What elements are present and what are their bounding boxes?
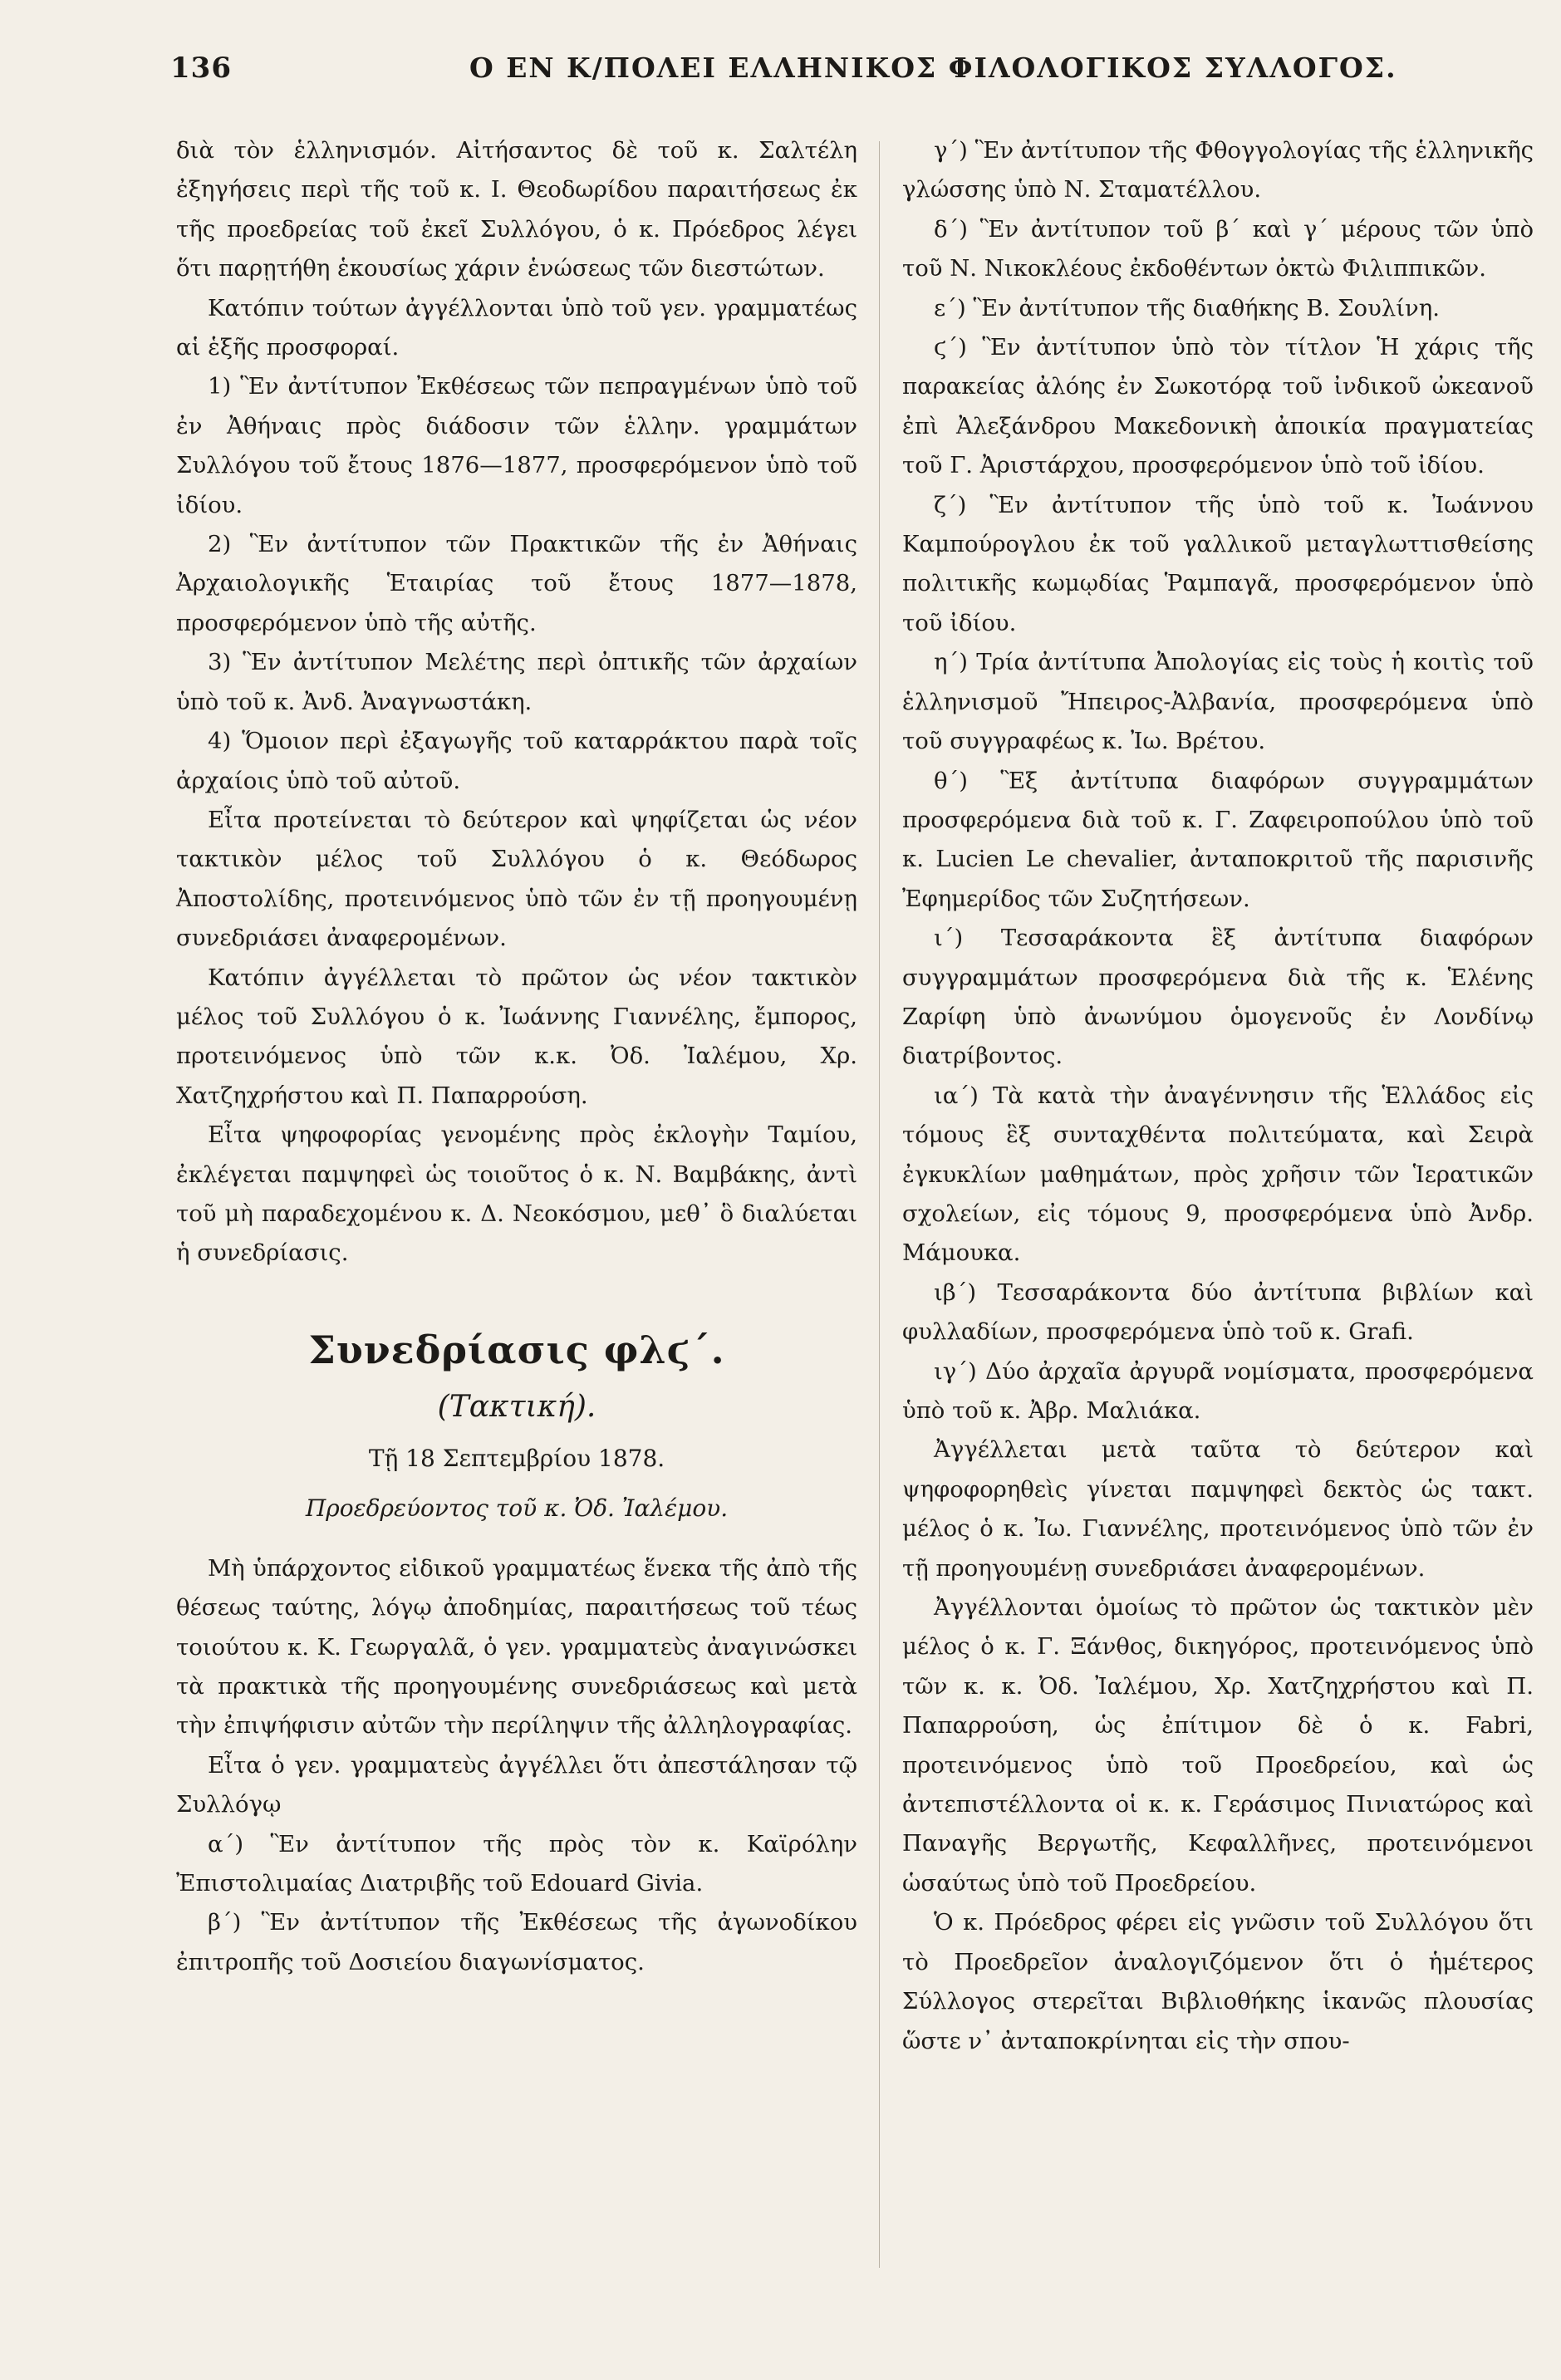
running-title: Ο ΕΝ Κ/ΠΟΛΕΙ ΕΛΛΗΝΙΚΟΣ ΦΙΛΟΛΟΓΙΚΟΣ ΣΥΛΛΟΓΟΣ. bbox=[469, 52, 1397, 84]
list-item: θ΄) Ἓξ ἀντίτυπα διαφόρων συγγραμμάτων προσφερόμενα διὰ τοῦ κ. Γ. Ζαφειροπούλου ὑπὸ τοῦ κ. Lucien Le chevalier, ἀνταποκριτοῦ τῆς παρισινῆς Ἐφημερίδος τῶν Συζητήσεων. bbox=[902, 767, 1534, 912]
session-date: Τῇ 18 Σεπτεμβρίου 1878. bbox=[368, 1444, 665, 1472]
list-item: ι΄) Τεσσαράκοντα ἓξ ἀντίτυπα διαφόρων συγγραμμάτων προσφερόμενα διὰ τῆς κ. Ἑλένης Ζαρίφη ὑπὸ ἀνωνύμου ὁμογενοῦς ἐν Λονδίνῳ διατρίβοντος. bbox=[902, 925, 1534, 1070]
list-item: η΄) Τρία ἀντίτυπα Ἀπολογίας εἰς τοὺς ἡ κοιτὶς τοῦ ἑλληνισμοῦ Ἤπειρος-Ἀλβανία, προσφερόμενα ὑπὸ τοῦ συγγραφέως κ. Ἰω. Βρέτου. bbox=[902, 649, 1534, 755]
paragraph: Εἶτα προτείνεται τὸ δεύτερον καὶ ψηφίζεται ὡς νέον τακτικὸν μέλος τοῦ Συλλόγου ὁ κ. Θεόδωρος Ἀποστολίδης, προτεινόμενος ὑπὸ τῶν ἐν τῇ προηγουμένῃ συνεδριάσει ἀναφερομένων. bbox=[176, 806, 857, 952]
paragraph: Ἀγγέλλεται μετὰ ταῦτα τὸ δεύτερον καὶ ψηφοφορηθεὶς γίνεται παμψηφεὶ δεκτὸς ὡς τακτ. μέλος ὁ κ. Ἰω. Γιαννέλης, προτεινόμενος ὑπὸ τῶν ἐν τῇ προηγουμένῃ συνεδριάσει ἀναφερομένων. bbox=[902, 1436, 1534, 1582]
page-header bbox=[170, 52, 1397, 98]
right-column bbox=[902, 131, 1534, 2061]
presiding-line: Προεδρεύοντος τοῦ κ. Ὀδ. Ἰαλέμου. bbox=[305, 1494, 729, 1522]
list-item: ζ΄) Ἓν ἀντίτυπον τῆς ὑπὸ τοῦ κ. Ἰωάννου Καμπούρογλου ἐκ τοῦ γαλλικοῦ μεταγλωττισθείσης πολιτικῆς κωμῳδίας Ῥαμπαγᾶ, προσφερόμενον ὑπὸ τοῦ ἰδίου. bbox=[902, 491, 1534, 636]
list-item: ια΄) Τὰ κατὰ τὴν ἀναγέννησιν τῆς Ἑλλάδος εἰς τόμους ἓξ συνταχθέντα πολιτεύματα, καὶ Σειρὰ ἐγκυκλίων μαθημάτων, πρὸς χρῆσιν τῶν Ἱερατικῶν σχολείων, εἰς τόμους 9, προσφερόμενα ὑπὸ Ἀνδρ. Μάμουκα. bbox=[902, 1082, 1534, 1267]
list-item: ιγ΄) Δύο ἀρχαῖα ἀργυρᾶ νομίσματα, προσφερόμενα ὑπὸ τοῦ κ. Ἀβρ. Μαλιάκα. bbox=[902, 1357, 1534, 1424]
session-type: (Τακτική). bbox=[437, 1389, 596, 1424]
paragraph: Εἶτα ψηφοφορίας γενομένης πρὸς ἐκλογὴν Ταμίου, ἐκλέγεται παμψηφεὶ ὡς τοιοῦτος ὁ κ. Ν. Βαμβάκης, ἀντὶ τοῦ μὴ παραδεχομένου κ. Δ. Νεοκόσμου, μεθ᾽ ὃ διαλύεται ἡ συνεδρίασις. bbox=[176, 1121, 857, 1267]
list-item: δ΄) Ἓν ἀντίτυπον τοῦ β΄ καὶ γ΄ μέρους τῶν ὑπὸ τοῦ Ν. Νικοκλέους ἐκδοθέντων ὀκτὼ Φιλιππικῶν. bbox=[902, 215, 1534, 282]
paragraph: Κατόπιν τούτων ἀγγέλλονται ὑπὸ τοῦ γεν. γραμματέως αἱ ἑξῆς προσφοραί. bbox=[176, 294, 857, 361]
paragraph: διὰ τὸν ἑλληνισμόν. Αἰτήσαντος δὲ τοῦ κ. Σαλτέλη ἐξηγήσεις περὶ τῆς τοῦ κ. Ι. Θεοδωρίδου παραιτήσεως ἐκ τῆς προεδρείας τοῦ ἐκεῖ Συλλόγου, ὁ κ. Πρόεδρος λέγει ὅτι παρῃτήθη ἑκουσίως χάριν ἑνώσεως τῶν διεστώτων. bbox=[176, 137, 857, 282]
page-number: 136 bbox=[170, 52, 232, 85]
paragraph: Κατόπιν ἀγγέλλεται τὸ πρῶτον ὡς νέον τακτικὸν μέλος τοῦ Συλλόγου ὁ κ. Ἰωάννης Γιαννέλης, ἔμπορος, προτεινόμενος ὑπὸ τῶν κ.κ. Ὀδ. Ἰαλέμου, Χρ. Χατζηχρήστου καὶ Π. Παπαρρούση. bbox=[176, 964, 857, 1109]
list-item: ϛ΄) Ἓν ἀντίτυπον ὑπὸ τὸν τίτλον Ἡ χάρις τῆς παρακείας ἀλόης ἐν Σωκοτόρᾳ τοῦ ἰνδικοῦ ὠκεανοῦ ἐπὶ Ἀλεξάνδρου Μακεδονικὴ ἀποικία πραγματείας τοῦ Γ. Ἀριστάρχου, προσφερόμενον ὑπὸ τοῦ ἰδίου. bbox=[902, 334, 1534, 479]
list-item: 3) Ἓν ἀντίτυπον Μελέτης περὶ ὀπτικῆς τῶν ἀρχαίων ὑπὸ τοῦ κ. Ἀνδ. Ἀναγνωστάκη. bbox=[176, 649, 857, 715]
list-item: α΄) Ἓν ἀντίτυπον τῆς πρὸς τὸν κ. Καϊρόλην Ἐπιστολιμαίας Διατριβῆς τοῦ Edouard Givia. bbox=[176, 1830, 857, 1897]
spacer bbox=[176, 1531, 857, 1549]
list-item: 4) Ὅμοιον περὶ ἐξαγωγῆς τοῦ καταρράκτου παρὰ τοῖς ἀρχαίοις ὑπὸ τοῦ αὐτοῦ. bbox=[176, 728, 857, 794]
list-item: ε΄) Ἓν ἀντίτυπον τῆς διαθήκης Β. Σουλίνη. bbox=[934, 294, 1440, 321]
column-divider bbox=[879, 141, 880, 2268]
list-item: 1) Ἓν ἀντίτυπον Ἐκθέσεως τῶν πεπραγμένων ὑπὸ τοῦ ἐν Ἀθήναις πρὸς διάδοσιν τῶν ἑλλην. γραμμάτων Συλλόγου τοῦ ἔτους 1876—1877, προσφερόμενον ὑπὸ τοῦ ἰδίου. bbox=[176, 373, 857, 518]
paragraph: Εἶτα ὁ γεν. γραμματεὺς ἀγγέλλει ὅτι ἀπεστάλησαν τῷ Συλλόγῳ bbox=[176, 1751, 857, 1818]
paragraph: Μὴ ὑπάρχοντος εἰδικοῦ γραμματέως ἕνεκα τῆς ἀπὸ τῆς θέσεως ταύτης, λόγῳ ἀποδημίας, παραιτήσεως τοῦ τέως τοιούτου κ. Κ. Γεωργαλᾶ, ὁ γεν. γραμματεὺς ἀναγινώσκει τὰ πρακτικὰ τῆς προηγουμένης συνεδριάσεως καὶ μετὰ τὴν ἐπιψήφισιν αὐτῶν τὴν περίληψιν τῆς ἀλληλογραφίας. bbox=[176, 1554, 857, 1740]
list-item: γ΄) Ἓν ἀντίτυπον τῆς Φθογγολογίας τῆς ἑλληνικῆς γλώσσης ὑπὸ Ν. Σταματέλλου. bbox=[902, 137, 1534, 204]
list-item: 2) Ἓν ἀντίτυπον τῶν Πρακτικῶν τῆς ἐν Ἀθήναις Ἀρχαιολογικῆς Ἑταιρίας τοῦ ἔτους 1877—1878, προσφερόμενον ὑπὸ τῆς αὐτῆς. bbox=[176, 531, 857, 636]
paragraph: Ὁ κ. Πρόεδρος φέρει εἰς γνῶσιν τοῦ Συλλόγου ὅτι τὸ Προεδρεῖον ἀναλογιζόμενον ὅτι ὁ ἡμέτερος Σύλλογος στερεῖται Βιβλιοθήκης ἱκανῶς πλουσίας ὥστε ν᾽ ἀνταποκρίνηται εἰς τὴν σπου- bbox=[902, 1909, 1534, 2054]
list-item: β΄) Ἓν ἀντίτυπον τῆς Ἐκθέσεως τῆς ἀγωνοδίκου ἐπιτροπῆς τοῦ Δοσιείου διαγωνίσματος. bbox=[176, 1909, 857, 1975]
paragraph: Ἀγγέλλονται ὁμοίως τὸ πρῶτον ὡς τακτικὸν μὲν μέλος ὁ κ. Γ. Ξάνθος, δικηγόρος, προτεινόμενος ὑπὸ τῶν κ. κ. Ὀδ. Ἰαλέμου, Χρ. Χατζηχρήστου καὶ Π. Παπαρρούση, ὡς ἐπίτιμον δὲ ὁ κ. Fabri, προτεινόμενος ὑπὸ τοῦ Προεδρείου, καὶ ὡς ἀντεπιστέλλοντα οἱ κ. κ. Γεράσιμος Πινιατώρος καὶ Παναγῆς Βεργωτῆς, Κεφαλλῆνες, προτεινόμενοι ὡσαύτως ὑπὸ τοῦ Προεδρείου. bbox=[902, 1594, 1534, 1897]
session-heading: Συνεδρίασις φλϛ΄. bbox=[308, 1327, 725, 1372]
list-item: ιβ΄) Τεσσαράκοντα δύο ἀντίτυπα βιβλίων καὶ φυλλαδίων, προσφερόμενα ὑπὸ τοῦ κ. Grafi. bbox=[902, 1278, 1534, 1346]
left-column bbox=[176, 131, 857, 1982]
